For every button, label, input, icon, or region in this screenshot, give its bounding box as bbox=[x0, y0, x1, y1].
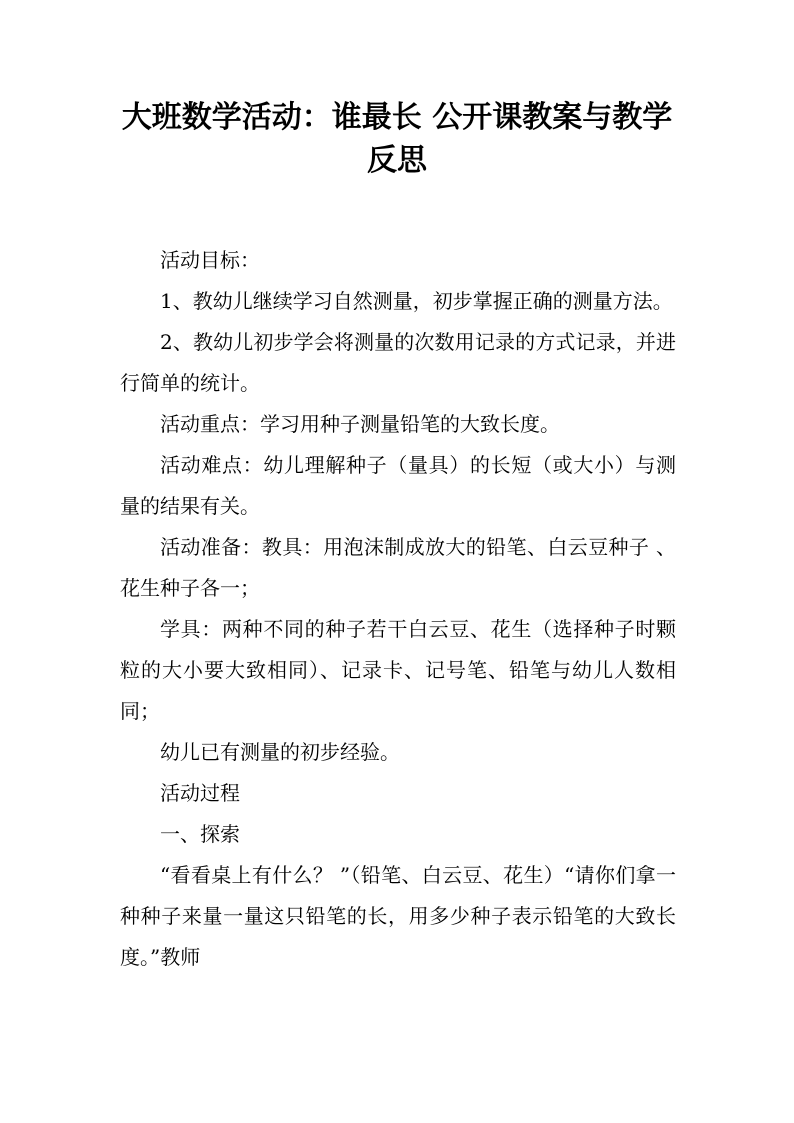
document-title: 大班数学活动：谁最长 公开课教案与教学反思 bbox=[121, 100, 673, 178]
paragraph-prior-experience: 幼儿已有测量的初步经验。 bbox=[160, 740, 400, 764]
paragraph-preparation-student-aids: 学具：两种不同的种子若干白云豆、花生（选择种子时颗粒的大小要大致相同）、记录卡、记号笔、铅笔与幼儿人数相同； bbox=[120, 617, 676, 723]
paragraph-explore-text: “看看桌上有什么？ ”（铅笔、白云豆、花生）“请你们拿一种种子来量一量这只铅笔的长，用多少种子表示铅笔的大致长度。”教师 bbox=[120, 863, 676, 969]
paragraph-goal-1: 1、教幼儿继续学习自然测量，初步掌握正确的测量方法。 bbox=[160, 289, 673, 313]
paragraph-explore-heading: 一、探索 bbox=[160, 822, 240, 846]
paragraph-difficulty: 活动难点：幼儿理解种子（量具）的长短（或大小）与测量的结果有关。 bbox=[120, 453, 676, 518]
paragraph-goal-2: 2、教幼儿初步学会将测量的次数用记录的方式记录，并进行简单的统计。 bbox=[120, 330, 676, 395]
paragraph-activity-goals-heading: 活动目标： bbox=[160, 248, 260, 272]
paragraph-activity-process-heading: 活动过程 bbox=[160, 781, 240, 805]
document-body bbox=[120, 240, 676, 978]
paragraph-key-point: 活动重点：学习用种子测量铅笔的大致长度。 bbox=[160, 412, 560, 436]
paragraph-preparation-teaching-aids: 活动准备：教具：用泡沫制成放大的铅笔、白云豆种子 、花生种子各一； bbox=[120, 535, 676, 600]
